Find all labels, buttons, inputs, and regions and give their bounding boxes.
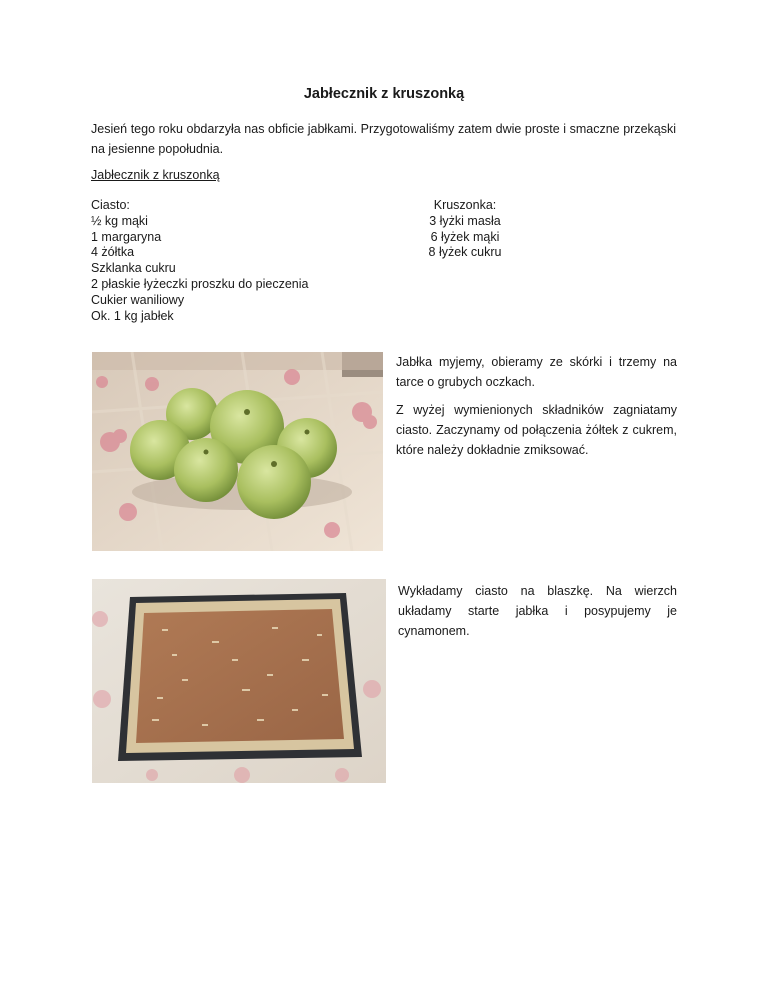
ciasto-ingredients bbox=[91, 198, 308, 324]
step-paragraph: Jabłka myjemy, obieramy ze skórki i trzemy na tarce o grubych oczkach. bbox=[396, 355, 677, 389]
ingredient-item: Ok. 1 kg jabłek bbox=[91, 308, 174, 323]
intro-paragraph: Jesień tego roku obdarzyła nas obficie jabłkami. Przygotowaliśmy zatem dwie proste i smaczne przekąski na jesienne popołudnia. bbox=[91, 122, 676, 156]
document-title: Jabłecznik z kruszonką bbox=[303, 86, 465, 102]
ingredient-item: Szklanka cukru bbox=[91, 261, 176, 276]
ingredient-item: Cukier waniliowy bbox=[91, 292, 185, 307]
kruszonka-ingredients bbox=[410, 198, 520, 261]
recipe-subheading: Jabłecznik z kruszonką bbox=[91, 168, 220, 182]
baking-tray-photo bbox=[92, 579, 386, 783]
ingredient-item: 6 łyżek mąki bbox=[430, 229, 500, 244]
kruszonka-heading: Kruszonka: bbox=[433, 198, 497, 212]
ingredient-item: 3 łyżki masła bbox=[429, 213, 501, 228]
ingredient-item: 1 margaryna bbox=[91, 229, 162, 244]
ingredient-item: 4 żółtka bbox=[91, 245, 135, 260]
ingredient-item: 2 płaskie łyżeczki proszku do pieczenia bbox=[91, 276, 309, 291]
apples-photo bbox=[92, 352, 383, 551]
ciasto-heading: Ciasto: bbox=[91, 198, 130, 212]
ingredient-item: ½ kg mąki bbox=[91, 213, 148, 228]
ingredient-item: 8 łyżek cukru bbox=[428, 245, 502, 260]
step-paragraph: Wykładamy ciasto na blaszkę. Na wierzch układamy starte jabłka i posypujemy je cynamonem. bbox=[398, 584, 677, 638]
step-paragraph: Z wyżej wymienionych składników zagniatamy ciasto. Zaczynamy od połączenia żółtek z cukrem, które należy dokładnie zmiksować. bbox=[396, 403, 677, 457]
